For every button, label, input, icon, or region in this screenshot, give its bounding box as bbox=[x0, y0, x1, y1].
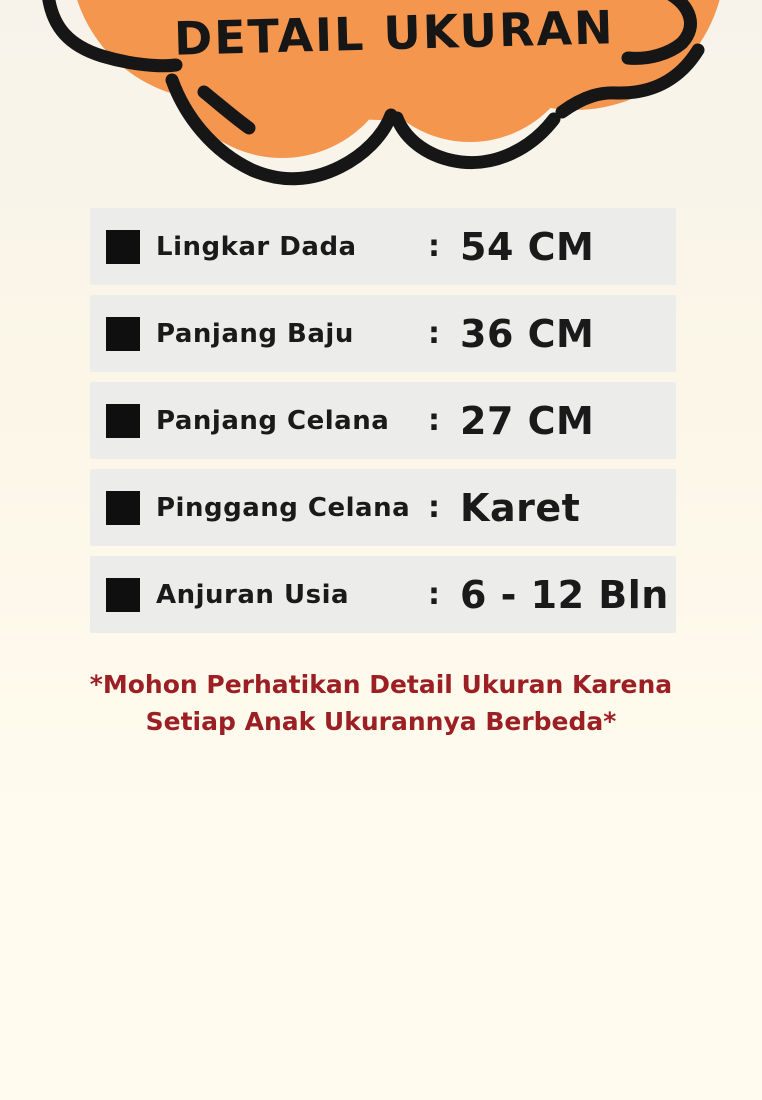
footnote-line-2: Setiap Anak Ukurannya Berbeda* bbox=[145, 707, 617, 736]
footnote bbox=[0, 666, 762, 740]
size-row-lingkar-dada bbox=[90, 208, 676, 285]
square-bullet-icon bbox=[106, 317, 140, 351]
colon-separator: : bbox=[428, 577, 440, 612]
size-table bbox=[90, 208, 676, 643]
size-label: Panjang Celana bbox=[156, 405, 390, 436]
header-cloud bbox=[0, 0, 762, 215]
size-row-panjang-baju bbox=[90, 295, 676, 372]
colon-separator: : bbox=[428, 403, 440, 438]
size-row-anjuran-usia bbox=[90, 556, 676, 633]
square-bullet-icon bbox=[106, 578, 140, 612]
square-bullet-icon bbox=[106, 404, 140, 438]
size-value: 36 CM bbox=[460, 311, 595, 356]
square-bullet-icon bbox=[106, 491, 140, 525]
square-bullet-icon bbox=[106, 230, 140, 264]
size-label: Pinggang Celana bbox=[156, 492, 411, 523]
colon-separator: : bbox=[428, 229, 440, 264]
page-title: DETAIL UKURAN bbox=[173, 0, 616, 66]
size-row-panjang-celana bbox=[90, 382, 676, 459]
size-value: 6 - 12 Bln bbox=[460, 572, 669, 617]
size-row-pinggang-celana bbox=[90, 469, 676, 546]
size-value: 54 CM bbox=[460, 224, 595, 269]
size-label: Anjuran Usia bbox=[156, 579, 350, 610]
size-value: 27 CM bbox=[460, 398, 595, 443]
size-label: Lingkar Dada bbox=[156, 231, 357, 262]
size-value: Karet bbox=[460, 485, 581, 530]
colon-separator: : bbox=[428, 490, 440, 525]
footnote-line-1: *Mohon Perhatikan Detail Ukuran Karena bbox=[89, 670, 673, 699]
size-label: Panjang Baju bbox=[156, 318, 354, 349]
colon-separator: : bbox=[428, 316, 440, 351]
